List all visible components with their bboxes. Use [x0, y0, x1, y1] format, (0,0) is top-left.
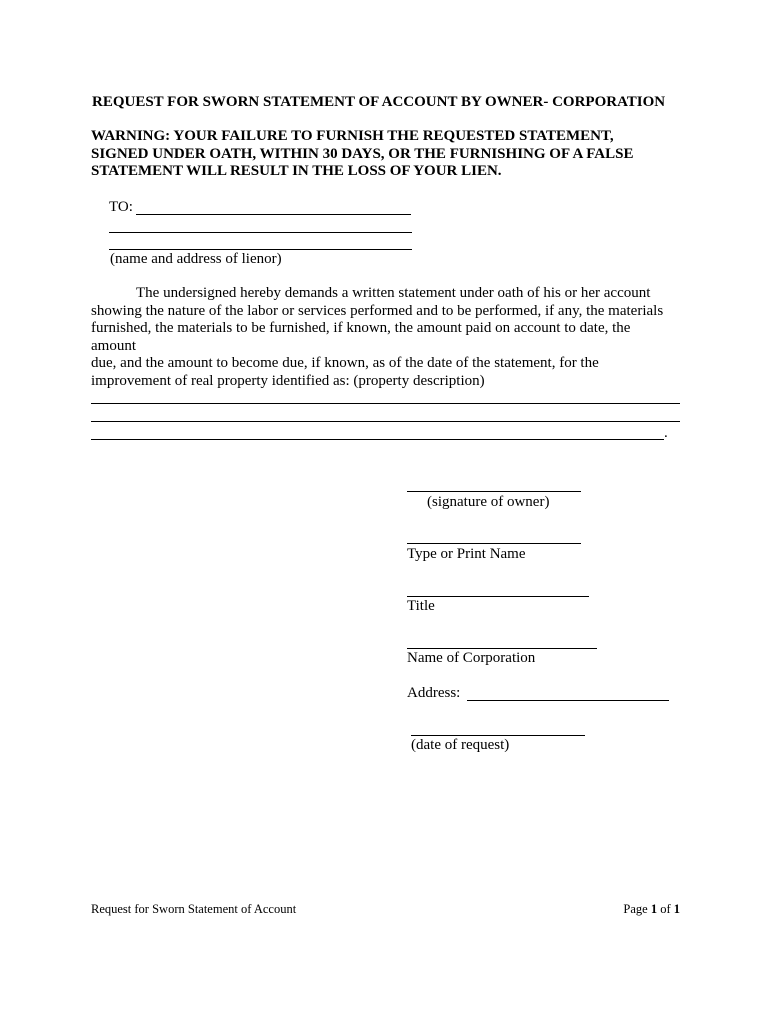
print-name-line[interactable] — [407, 543, 581, 544]
paragraph-line: The undersigned hereby demands a written statement under oath of his or her account — [136, 285, 651, 301]
print-name-caption: Type or Print Name — [407, 546, 526, 562]
paragraph-line: amount — [91, 337, 136, 354]
paragraph-line: improvement of real property identified as: (property description) — [91, 372, 485, 389]
lienor-address-line-1[interactable] — [109, 232, 412, 233]
warning-notice — [91, 128, 691, 181]
page-total: 1 — [673, 902, 680, 916]
to-label: TO: — [109, 199, 133, 215]
corporation-line[interactable] — [407, 648, 597, 649]
signature-caption: (signature of owner) — [427, 494, 550, 510]
title-caption: Title — [407, 598, 435, 614]
footer-page-number — [623, 902, 680, 917]
property-description-line-2[interactable] — [91, 421, 680, 422]
paragraph-line: due, and the amount to become due, if known, as of the date of the statement, for the — [91, 355, 599, 372]
property-description-line-1[interactable] — [91, 403, 680, 404]
warning-line: WARNING: YOUR FAILURE TO FURNISH THE REQUESTED STATEMENT, — [91, 128, 614, 144]
signature-line[interactable] — [407, 491, 581, 492]
paragraph-line: showing the nature of the labor or services performed and to be performed, if any, the materials — [91, 302, 664, 319]
lienor-caption: (name and address of lienor) — [110, 251, 282, 267]
warning-line: STATEMENT WILL RESULT IN THE LOSS OF YOUR LIEN. — [91, 163, 502, 179]
page-current: 1 — [650, 902, 658, 916]
document-title: REQUEST FOR SWORN STATEMENT OF ACCOUNT BY OWNER- CORPORATION — [92, 94, 666, 110]
demand-paragraph — [91, 285, 663, 391]
property-end-period: . — [664, 425, 668, 441]
address-line[interactable] — [467, 700, 669, 701]
lienor-address-line-2[interactable] — [109, 249, 412, 250]
lienor-name-line[interactable] — [136, 214, 411, 215]
paragraph-line: furnished, the materials to be furnished, if known, the amount paid on account to date, the — [91, 320, 631, 337]
date-line[interactable] — [411, 735, 585, 736]
page-label: Page — [623, 902, 648, 916]
date-caption: (date of request) — [411, 737, 510, 753]
page-of: of — [660, 902, 671, 916]
footer-document-name: Request for Sworn Statement of Account — [91, 902, 297, 916]
title-line[interactable] — [407, 596, 589, 597]
warning-line: SIGNED UNDER OATH, WITHIN 30 DAYS, OR THE FURNISHING OF A FALSE — [91, 145, 634, 162]
address-label: Address: — [407, 685, 461, 701]
corporation-caption: Name of Corporation — [407, 650, 536, 666]
property-description-line-3[interactable] — [91, 439, 664, 440]
